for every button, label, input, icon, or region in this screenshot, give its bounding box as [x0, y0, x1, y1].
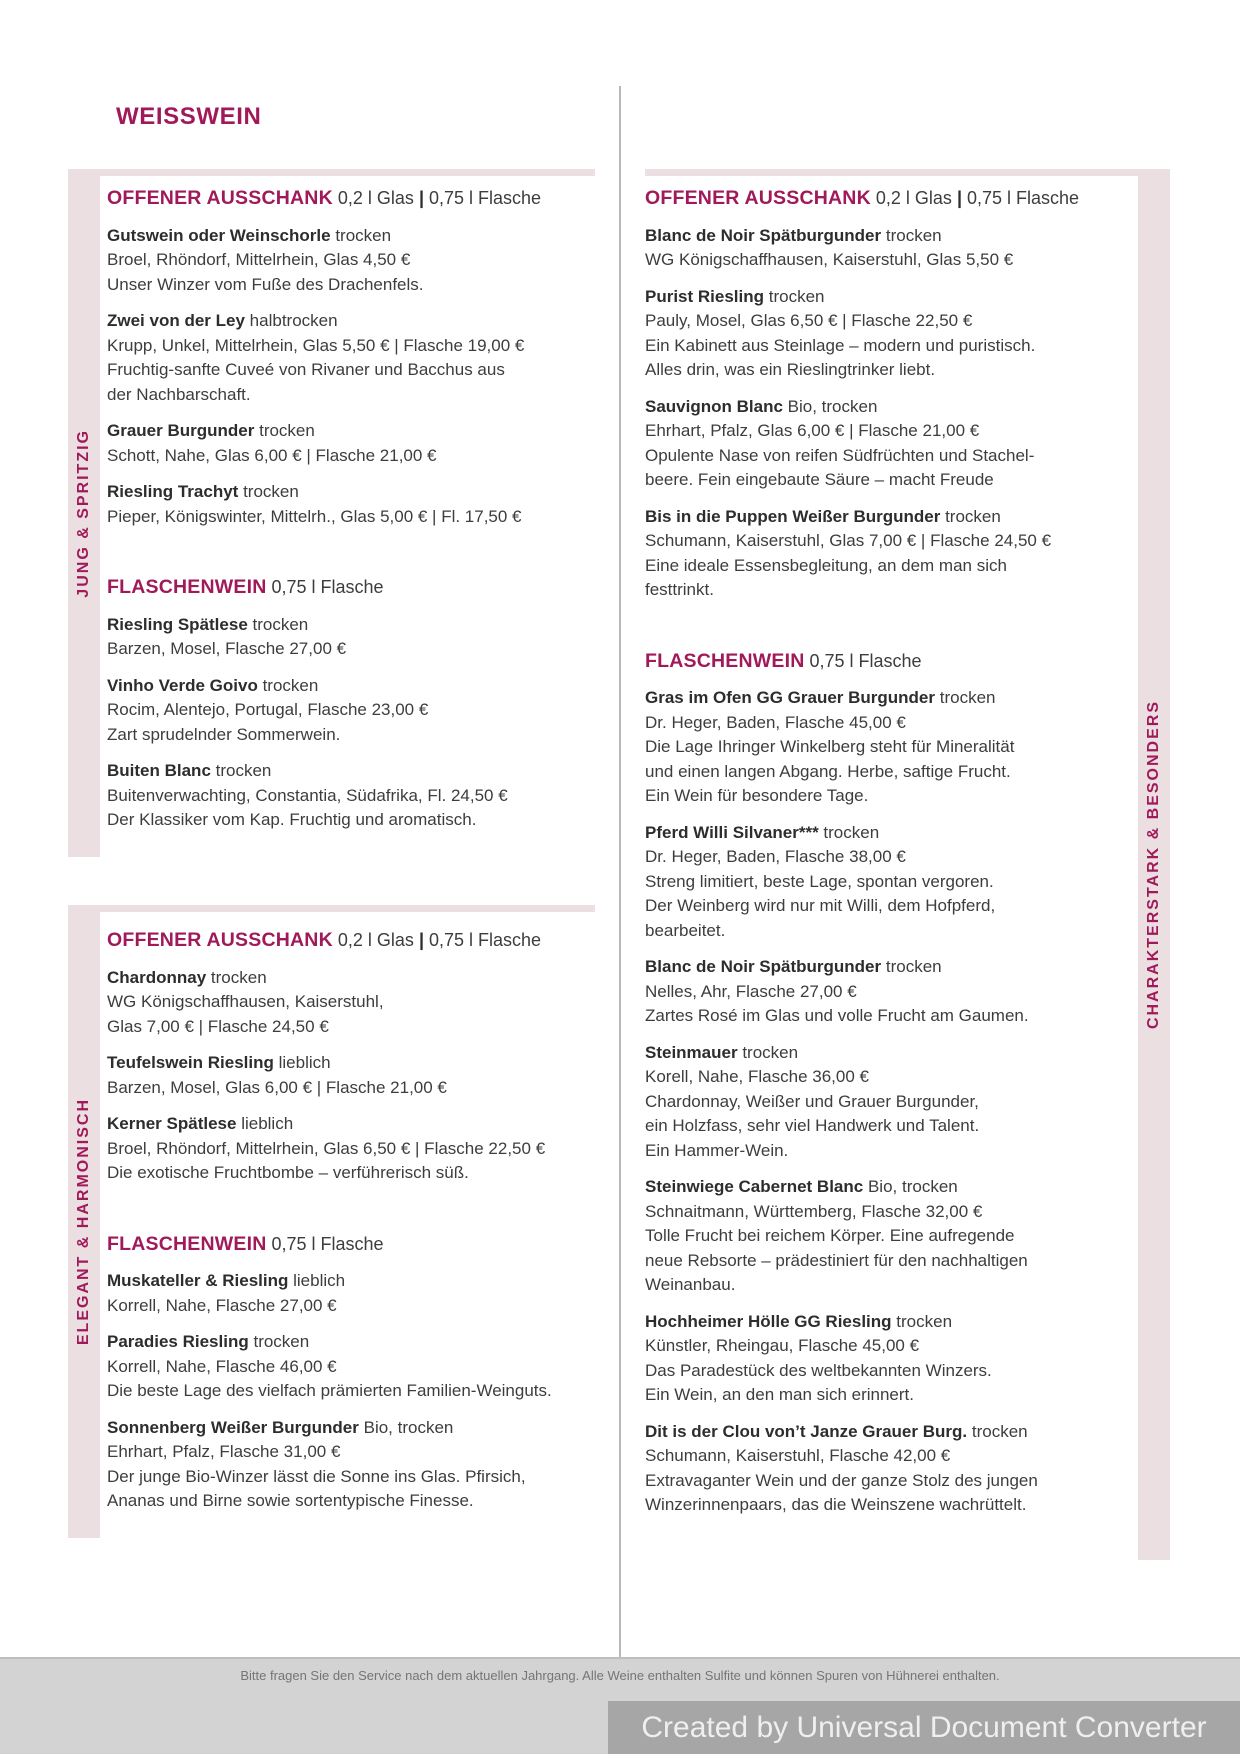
volume-part: 0,75 l Flasche: [429, 188, 542, 208]
wine-style: trocken: [971, 1421, 1028, 1441]
wine-detail-line: Ananas und Birne sowie sortentypische Finesse.: [107, 1491, 474, 1510]
wine-name-line: [107, 480, 599, 505]
wine-detail-line: Der Weinberg wird nur mit Willi, dem Hofpferd,: [645, 896, 996, 915]
wine-entry: [107, 419, 599, 468]
group-heading: [107, 1232, 599, 1257]
wine-entry: [645, 686, 1105, 809]
wine-style: trocken: [210, 967, 267, 987]
wine-name-line: [107, 1330, 599, 1355]
wine-style: trocken: [253, 1332, 310, 1351]
wine-name: Kerner Spätlese: [107, 1114, 237, 1133]
wine-detail-line: Pieper, Königswinter, Mittelrh., Glas 5,00 € | Fl. 17,50 €: [107, 506, 522, 526]
wine-name: Blanc de Noir Spätburgunder: [645, 225, 882, 245]
group-volumes: [266, 1234, 383, 1254]
wine-name-line: [107, 1269, 599, 1294]
group-heading: [645, 649, 1105, 674]
wine-name: Blanc de Noir Spätburgunder: [645, 957, 882, 976]
wine-entry: [107, 309, 599, 407]
footer-note: Bitte fragen Sie den Service nach dem aktuellen Jahrgang. Alle Weine enthalten Sulfite und können Spuren von Hühnerei enthalten.: [240, 1668, 1000, 1683]
wine-name: Zwei von der Ley: [107, 311, 245, 330]
category-label: JUNG & SPRITZIG: [75, 428, 92, 598]
group-heading: [645, 186, 1105, 211]
wine-name-line: [107, 309, 599, 334]
wine-style: trocken: [896, 1311, 953, 1331]
wine-style: trocken: [262, 675, 319, 695]
wine-name: Paradies Riesling: [107, 1332, 249, 1351]
wine-detail-line: Broel, Rhöndorf, Mittelrhein, Glas 4,50 €: [107, 250, 411, 269]
wine-name: Gutswein oder Weinschorle: [107, 225, 331, 245]
wine-entry: [107, 759, 599, 833]
wine-entry: [107, 480, 599, 529]
group-heading-title: OFFENER AUSSCHANK: [107, 929, 333, 951]
section-top-band: [645, 169, 1170, 176]
category-strip: [68, 905, 100, 1538]
wine-detail-line: Korrell, Nahe, Flasche 27,00 €: [107, 1295, 337, 1315]
wine-detail-line: Korrell, Nahe, Flasche 46,00 €: [107, 1356, 337, 1376]
group-heading-title: FLASCHENWEIN: [107, 1232, 267, 1255]
wine-name: Gras im Ofen GG Grauer Burgunder: [645, 688, 936, 707]
wine-style: halbtrocken: [249, 311, 338, 330]
wine-name-line: [645, 505, 1105, 530]
group-heading-title: FLASCHENWEIN: [645, 649, 805, 672]
wine-name: Riesling Trachyt: [107, 482, 239, 501]
wine-name-line: [645, 1310, 1105, 1335]
wine-detail-line: Streng limitiert, beste Lage, spontan vergoren.: [645, 871, 994, 891]
wine-detail-line: beere. Fein eingebaute Säure – macht Freude: [645, 470, 994, 489]
wine-detail-line: Schnaitmann, Württemberg, Flasche 32,00 €: [645, 1201, 983, 1221]
wine-style: trocken: [335, 225, 392, 245]
group-volumes: [871, 188, 1079, 208]
wine-detail-line: Alles drin, was ein Rieslingtrinker liebt.: [645, 360, 936, 379]
wine-detail-line: ein Holzfass, sehr viel Handwerk und Talent.: [645, 1116, 980, 1135]
wine-name-line: [645, 224, 1105, 249]
group-heading-title: OFFENER AUSSCHANK: [107, 187, 333, 209]
group-heading-title: OFFENER AUSSCHANK: [645, 187, 871, 209]
wine-detail-line: und einen langen Abgang. Herbe, saftige Frucht.: [645, 761, 1011, 781]
wine-detail-line: Nelles, Ahr, Flasche 27,00 €: [645, 981, 857, 1001]
wine-style: trocken: [885, 225, 942, 245]
wine-detail-line: Weinanbau.: [645, 1275, 736, 1294]
wine-detail-line: Pauly, Mosel, Glas 6,50 € | Flasche 22,50 €: [645, 311, 973, 330]
wine-detail-line: Die Lage Ihringer Winkelberg steht für Mineralität: [645, 737, 1015, 756]
section-content: [645, 186, 1105, 1530]
wine-detail-line: Chardonnay, Weißer und Grauer Burgunder,: [645, 1091, 979, 1111]
column-divider: [619, 86, 621, 1657]
wine-group: [645, 186, 1105, 603]
category-strip: [68, 169, 100, 857]
wine-detail-line: Das Paradestück des weltbekannten Winzers.: [645, 1360, 992, 1380]
wine-name: Purist Riesling: [645, 286, 765, 306]
wine-name: Steinmauer: [645, 1042, 738, 1062]
wine-entry: [645, 821, 1105, 944]
wine-entry: [645, 224, 1105, 273]
wine-detail-line: Schott, Nahe, Glas 6,00 € | Flasche 21,00 €: [107, 445, 437, 465]
wine-style: trocken: [215, 761, 272, 780]
wine-detail-line: bearbeitet.: [645, 920, 726, 940]
wine-detail-line: Die beste Lage des vielfach prämierten Familien-Weinguts.: [107, 1381, 552, 1400]
wine-entry: [645, 395, 1105, 493]
wine-name-line: [107, 613, 599, 638]
wine-detail-line: Eine ideale Essensbegleitung, an dem man sich: [645, 555, 1007, 575]
wine-detail-line: Extravaganter Wein und der ganze Stolz des jungen: [645, 1470, 1038, 1490]
wine-detail-line: Broel, Rhöndorf, Mittelrhein, Glas 6,50 € | Flasche 22,50 €: [107, 1138, 546, 1158]
wine-detail-line: Der junge Bio-Winzer lässt die Sonne ins Glas. Pfirsich,: [107, 1466, 526, 1486]
volume-part: 0,75 l Flasche: [967, 188, 1080, 208]
category-strip: [1138, 169, 1170, 1560]
wine-detail-line: Künstler, Rheingau, Flasche 45,00 €: [645, 1336, 920, 1355]
wine-name-line: [645, 821, 1105, 846]
group-heading: [107, 575, 599, 600]
wine-detail-line: Ein Kabinett aus Steinlage – modern und puristisch.: [645, 335, 1036, 355]
group-volumes: [333, 188, 541, 208]
wine-detail-line: Schumann, Kaiserstuhl, Glas 7,00 € | Flasche 24,50 €: [645, 531, 1052, 550]
wine-name-line: [107, 1416, 599, 1441]
volume-part: 0,2 l Glas: [875, 188, 952, 208]
wine-name: Riesling Spätlese: [107, 614, 248, 634]
wine-detail-line: Zartes Rosé im Glas und volle Frucht am Gaumen.: [645, 1006, 1029, 1025]
wine-entry: [107, 1330, 599, 1404]
group-heading: [107, 928, 599, 953]
wine-entry: [645, 1175, 1105, 1298]
wine-detail-line: WG Königschaffhausen, Kaiserstuhl,: [107, 992, 384, 1011]
volume-part: 0,2 l Glas: [337, 188, 414, 208]
wine-entry: [107, 1051, 599, 1100]
wine-entry: [107, 966, 599, 1040]
watermark-banner: Created by Universal Document Converter: [608, 1701, 1240, 1754]
wine-detail-line: Glas 7,00 € | Flasche 24,50 €: [107, 1016, 329, 1036]
wine-name-line: [645, 686, 1105, 711]
wine-name: Vinho Verde Goivo: [107, 675, 258, 695]
wine-group: [107, 186, 599, 529]
wine-style: trocken: [243, 482, 299, 501]
section-top-band: [68, 905, 595, 912]
wine-name: Bis in die Puppen Weißer Burgunder: [645, 506, 941, 526]
wine-detail-line: WG Königschaffhausen, Kaiserstuhl, Glas 5,50 €: [645, 250, 1014, 269]
wine-entry: [645, 505, 1105, 603]
volume-part: 0,75 l Flasche: [429, 930, 542, 950]
wine-name-line: [645, 395, 1105, 420]
wine-style: Bio, trocken: [787, 396, 878, 416]
wine-detail-line: Fruchtig-sanfte Cuveé von Rivaner und Bacchus aus: [107, 360, 505, 379]
wine-name-line: [107, 966, 599, 991]
wine-group: [107, 1232, 599, 1514]
wine-detail-line: Krupp, Unkel, Mittelrhein, Glas 5,50 € | Flasche 19,00 €: [107, 335, 525, 355]
wine-name: Muskateller & Riesling: [107, 1271, 289, 1290]
volume-part: |: [418, 188, 424, 208]
wine-name-line: [645, 1420, 1105, 1445]
group-heading-title: FLASCHENWEIN: [107, 576, 267, 598]
wine-name-line: [645, 1041, 1105, 1066]
wine-detail-line: Dr. Heger, Baden, Flasche 38,00 €: [645, 847, 906, 866]
wine-detail-line: Rocim, Alentejo, Portugal, Flasche 23,00 €: [107, 700, 429, 719]
wine-detail-line: Buitenverwachting, Constantia, Südafrika, Fl. 24,50 €: [107, 785, 508, 805]
wine-group: [645, 649, 1105, 1518]
wine-detail-line: Ein Hammer-Wein.: [645, 1140, 789, 1160]
wine-name-line: [107, 419, 599, 444]
group-heading: [107, 186, 599, 211]
wine-entry: [107, 1269, 599, 1318]
wine-entry: [107, 224, 599, 298]
wine-detail-line: Ehrhart, Pfalz, Flasche 31,00 €: [107, 1442, 341, 1461]
wine-style: trocken: [945, 506, 1001, 526]
category-label: CHARAKTERSTARK & BESONDERS: [1145, 699, 1162, 1030]
wine-detail-line: Barzen, Mosel, Flasche 27,00 €: [107, 639, 347, 658]
wine-group: [107, 575, 599, 833]
wine-name: Buiten Blanc: [107, 761, 211, 780]
wine-detail-line: Ein Wein für besondere Tage.: [645, 786, 869, 805]
wine-detail-line: Opulente Nase von reifen Südfrüchten und Stachel-: [645, 445, 1035, 465]
wine-detail-line: Unser Winzer vom Fuße des Drachenfels.: [107, 274, 424, 294]
wine-detail-line: Die exotische Fruchtbombe – verführerisch süß.: [107, 1163, 469, 1182]
wine-entry: [645, 1041, 1105, 1164]
wine-name: Steinwiege Cabernet Blanc: [645, 1177, 864, 1196]
wine-name-line: [107, 1112, 599, 1137]
wine-entry: [107, 1416, 599, 1514]
page-title: WEISSWEIN: [116, 103, 262, 130]
wine-style: trocken: [252, 614, 309, 634]
wine-name: Hochheimer Hölle GG Riesling: [645, 1311, 892, 1331]
wine-style: trocken: [823, 822, 880, 842]
wine-name-line: [645, 285, 1105, 310]
wine-detail-line: Barzen, Mosel, Glas 6,00 € | Flasche 21,00 €: [107, 1077, 447, 1097]
group-volumes: [333, 930, 541, 950]
section-content: [107, 928, 599, 1526]
volume-part: |: [418, 930, 424, 950]
wine-style: lieblich: [241, 1114, 294, 1133]
wine-name: Pferd Willi Silvaner***: [645, 822, 819, 842]
wine-name-line: [645, 955, 1105, 980]
wine-entry: [645, 1310, 1105, 1408]
wine-name: Sonnenberg Weißer Burgunder: [107, 1417, 359, 1437]
wine-name-line: [107, 759, 599, 784]
wine-entry: [645, 955, 1105, 1029]
wine-entry: [107, 674, 599, 748]
wine-detail-line: festtrinkt.: [645, 580, 714, 599]
wine-name-line: [107, 224, 599, 249]
wine-detail-line: Zart sprudelnder Sommerwein.: [107, 724, 341, 744]
volume-part: 0,75 l Flasche: [271, 577, 384, 597]
volume-part: 0,75 l Flasche: [271, 1233, 384, 1254]
wine-style: Bio, trocken: [867, 1177, 958, 1196]
section-top-band: [68, 169, 595, 176]
wine-entry: [107, 1112, 599, 1186]
wine-name: Sauvignon Blanc: [645, 396, 783, 416]
wine-style: trocken: [742, 1042, 799, 1062]
wine-style: trocken: [259, 421, 315, 440]
wine-style: trocken: [939, 688, 996, 707]
wine-style: lieblich: [293, 1271, 346, 1290]
wine-detail-line: Winzerinnenpaars, das die Weinszene wachrüttelt.: [645, 1495, 1027, 1514]
wine-name: Grauer Burgunder: [107, 421, 255, 440]
wine-detail-line: Ein Wein, an den man sich erinnert.: [645, 1385, 914, 1404]
wine-detail-line: der Nachbarschaft.: [107, 384, 251, 404]
wine-group: [107, 928, 599, 1186]
wine-style: Bio, trocken: [363, 1417, 454, 1437]
wine-name-line: [645, 1175, 1105, 1200]
wine-entry: [107, 613, 599, 662]
wine-detail-line: neue Rebsorte – prädestiniert für den nachhaltigen: [645, 1250, 1028, 1270]
wine-name-line: [107, 1051, 599, 1076]
group-volumes: [266, 577, 383, 597]
wine-name: Chardonnay: [107, 967, 207, 987]
wine-detail-line: Tolle Frucht bei reichem Körper. Eine aufregende: [645, 1226, 1015, 1245]
wine-detail-line: Der Klassiker vom Kap. Fruchtig und aromatisch.: [107, 810, 477, 829]
wine-entry: [645, 285, 1105, 383]
wine-detail-line: Ehrhart, Pfalz, Glas 6,00 € | Flasche 21,00 €: [645, 421, 980, 440]
wine-detail-line: Schumann, Kaiserstuhl, Flasche 42,00 €: [645, 1446, 951, 1465]
section-content: [107, 186, 599, 845]
volume-part: |: [956, 188, 962, 208]
wine-name: Teufelswein Riesling: [107, 1053, 274, 1072]
wine-name: Dit is der Clou von’t Janze Grauer Burg.: [645, 1421, 968, 1441]
group-volumes: [804, 651, 921, 671]
wine-detail-line: Korell, Nahe, Flasche 36,00 €: [645, 1067, 869, 1086]
volume-part: 0,2 l Glas: [337, 930, 414, 950]
wine-style: trocken: [885, 957, 942, 976]
wine-entry: [645, 1420, 1105, 1518]
volume-part: 0,75 l Flasche: [809, 650, 922, 671]
wine-style: lieblich: [278, 1053, 331, 1072]
wine-name-line: [107, 674, 599, 699]
wine-style: trocken: [768, 286, 825, 306]
category-label: ELEGANT & HARMONISCH: [75, 1097, 92, 1346]
wine-detail-line: Dr. Heger, Baden, Flasche 45,00 €: [645, 712, 906, 732]
